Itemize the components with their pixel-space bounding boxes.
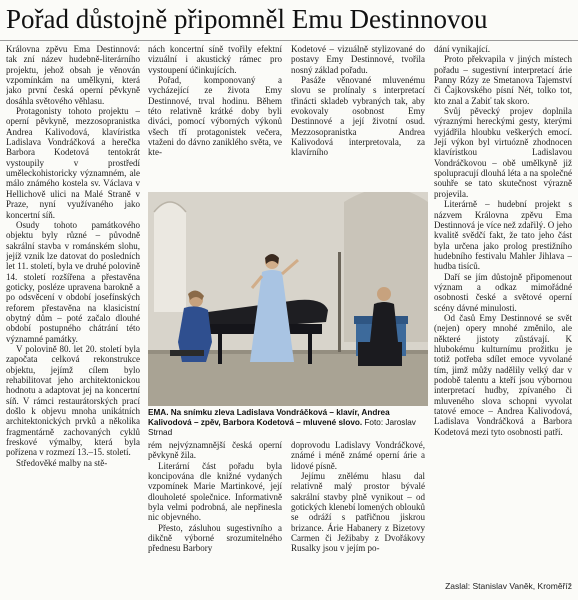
paragraph: Svůj pěvecký projev doplnila výraznými hereckými gesty, kterými vyjádřila hloubku veškerých emocí. Její výkon byl virtuózně zhodnocen klavíristkou Ladislavou Vondráčkovou – obě umělkyně již spolupracují dlouhá léta a na společné souhře se tato skutečnost výrazně projevila. [434, 106, 572, 199]
paragraph: nách koncertní síně tvořily efektní vizuální i akustický rámec pro vystoupení účinkujících. [148, 44, 282, 75]
caption-credit: Foto: Jaroslav Strnad [148, 418, 416, 437]
paragraph: V polovině 80. let 20. století byla započata celková rekonstrukce objektu, jejímž cílem bylo rehabilitovat jeho architektonickou hodnotu a adaptovat jej na koncertní síň. V rámci restaurátorských prací došlo k objevu mnoha unikátních architektonických prvků a několika fragmentárně zachovaných cyklů freskové výmalby, která byla pořízena v rozmezí 13.–15. století. [6, 343, 140, 458]
paragraph: Literární část pořadu byla koncipována dle knižné vydaných vzpomínek Marie Martinkové, její dlouholeté společnice. Informativně byla velmi podrobná, ale nepřinesla nic objevného. [148, 460, 282, 523]
paragraph: Daří se jím důstojně připomenout význam a odkaz mimořádné osobnosti české a světové operní scény dávné minulosti. [434, 271, 572, 313]
photo-caption [148, 408, 430, 438]
caption-lead: EMA. [148, 408, 169, 417]
paragraph: dání vynikající. [434, 44, 490, 54]
article-column-2-lower [148, 440, 282, 590]
article-column-2 [148, 44, 282, 192]
paragraph: Pořad, komponovaný a vycházející ze života Emy Destinnové, trval hodinu. Během této relativně krátké doby byli diváci, pomocí výborných výkonů všech tří protagonistek večera, vtaženi do dávno zaniklého světa, ve kte- [148, 75, 282, 158]
paragraph: Od časů Emy Destinnové se svět (nejen) opery mnohé změnilo, ale některé jistoty zůstávají. K hlubokému kulturnímu prožitku je totiž potřeba sdílet emoce vyvolané tím, jimž můžy nadělily velký dar v podobě talentu a kteří jsou výbornou interpretací hudby, zpívaného či mluveného slova schopni vyvolat tatové emoce – Andrea Kalivodová, Ladislava Vondráčková a Barbora Kodetová mezi tyto osobnosti patří. [434, 312, 572, 437]
paragraph: Pasáže věnované mluvenému slovu se prolínaly s interpretací třinácti skladeb vybraných tak, aby evokovaly osobnost Emy Destinnové a její životní osud. Mezzosopranistka Andrea Kalivodová interpretovala, za klavírního [291, 75, 425, 158]
source-credit: Zaslal: Stanislav Vaněk, Kroměříž [445, 581, 572, 591]
article-column-3 [291, 44, 425, 192]
concert-photo [148, 192, 428, 406]
paragraph: Královna zpěvu Ema Destinnová: tak zní název hudebně-literárního projektu, jehož obsah je věnován vzpomínkám na umělkyni, která jako první česká operní pěvkyně dosáhla světového věhlasu. [6, 44, 140, 106]
paragraph: Osudy tohoto památkového objektu byly různé – původně sakrální stavba v románském slohu, jejíž vznik lze datovat do posledních let 11. století, byla ve druhé polovině 14. století rozšířena a přestavěna goticky, posléze upravena barokně a po odsvěcení v období josefínských reforem přestavěna na klasicistní obytný dům – poté začalo dlouhé období postupného chátrání této významné památky. [6, 219, 140, 344]
title-divider [0, 40, 578, 41]
paragraph: Literárně – hudební projekt s názvem Královna zpěvu Ema Destinnová je více než zdařilý. O jeho kvalitě svědčí fakt, že tato jeho část byla určena jako prolog prestižního hudebního festivalu Mahler Jihlava – hudba tisíců. [434, 199, 572, 272]
paragraph: rém nejvýznamnější česká operní pěvkyně žila. [148, 440, 282, 461]
paragraph: Středověké malby na stě- [16, 457, 108, 468]
paragraph: Jejímu znělému hlasu dal relativně malý prostor bývalé sakrální stavby plně vynikout – od gotických klenebí lomených oblouků se odráží s patřičnou jiskrou brizance. Árie Habanery z Bizetovy Carmen či Ježibaby z Dvořákovy Rusalky jsou v jejím po- [291, 471, 425, 554]
paragraph: Protagonisty tohoto projektu – operní pěvkyně, mezzosopranistka Andrea Kalivodová, klavíristka Ladislava Vondráčková a herečka Barbora Kodetová tentokrát vystoupily v prostředí uměleckohistoricky významném, ale málo známého kostela sv. Václava v Hellichově ulici na Malé Straně v Praze, nyní využívaného jako koncertní síň. [6, 106, 140, 220]
paragraph: Kodetové – vizuálně stylizované do postavy Emy Destinnové, tvořila nosný základ pořadu. [291, 44, 425, 75]
paragraph: Proto překvapila v jiných místech pořadu – sugestivní interpretací árie Panny Rózy ze Smetanova Tajemství či Čajkovského písní Nét, tolko tot, kto znal a Zabiť tak skoro. [434, 54, 572, 106]
article-column-4 [434, 44, 572, 584]
paragraph: doprovodu Ladislavy Vondráčkové, známé i méně známé operní árie a lidové písně. [291, 440, 425, 471]
paragraph: Přesto, zásluhou sugestivního a dikčně výborné srozumitelného přednesu Barbory [148, 522, 282, 554]
caption-text: Na snímku zleva Ladislava Vondráčková – klavír, Andrea Kalivodová – zpěv, Barbora Kodetová – mluvené slovo. [148, 408, 390, 427]
article-column-1 [6, 44, 140, 589]
article-column-3-lower [291, 440, 425, 590]
article-title: Pořad důstojně připomněl Emu Destinnovou [6, 4, 488, 34]
